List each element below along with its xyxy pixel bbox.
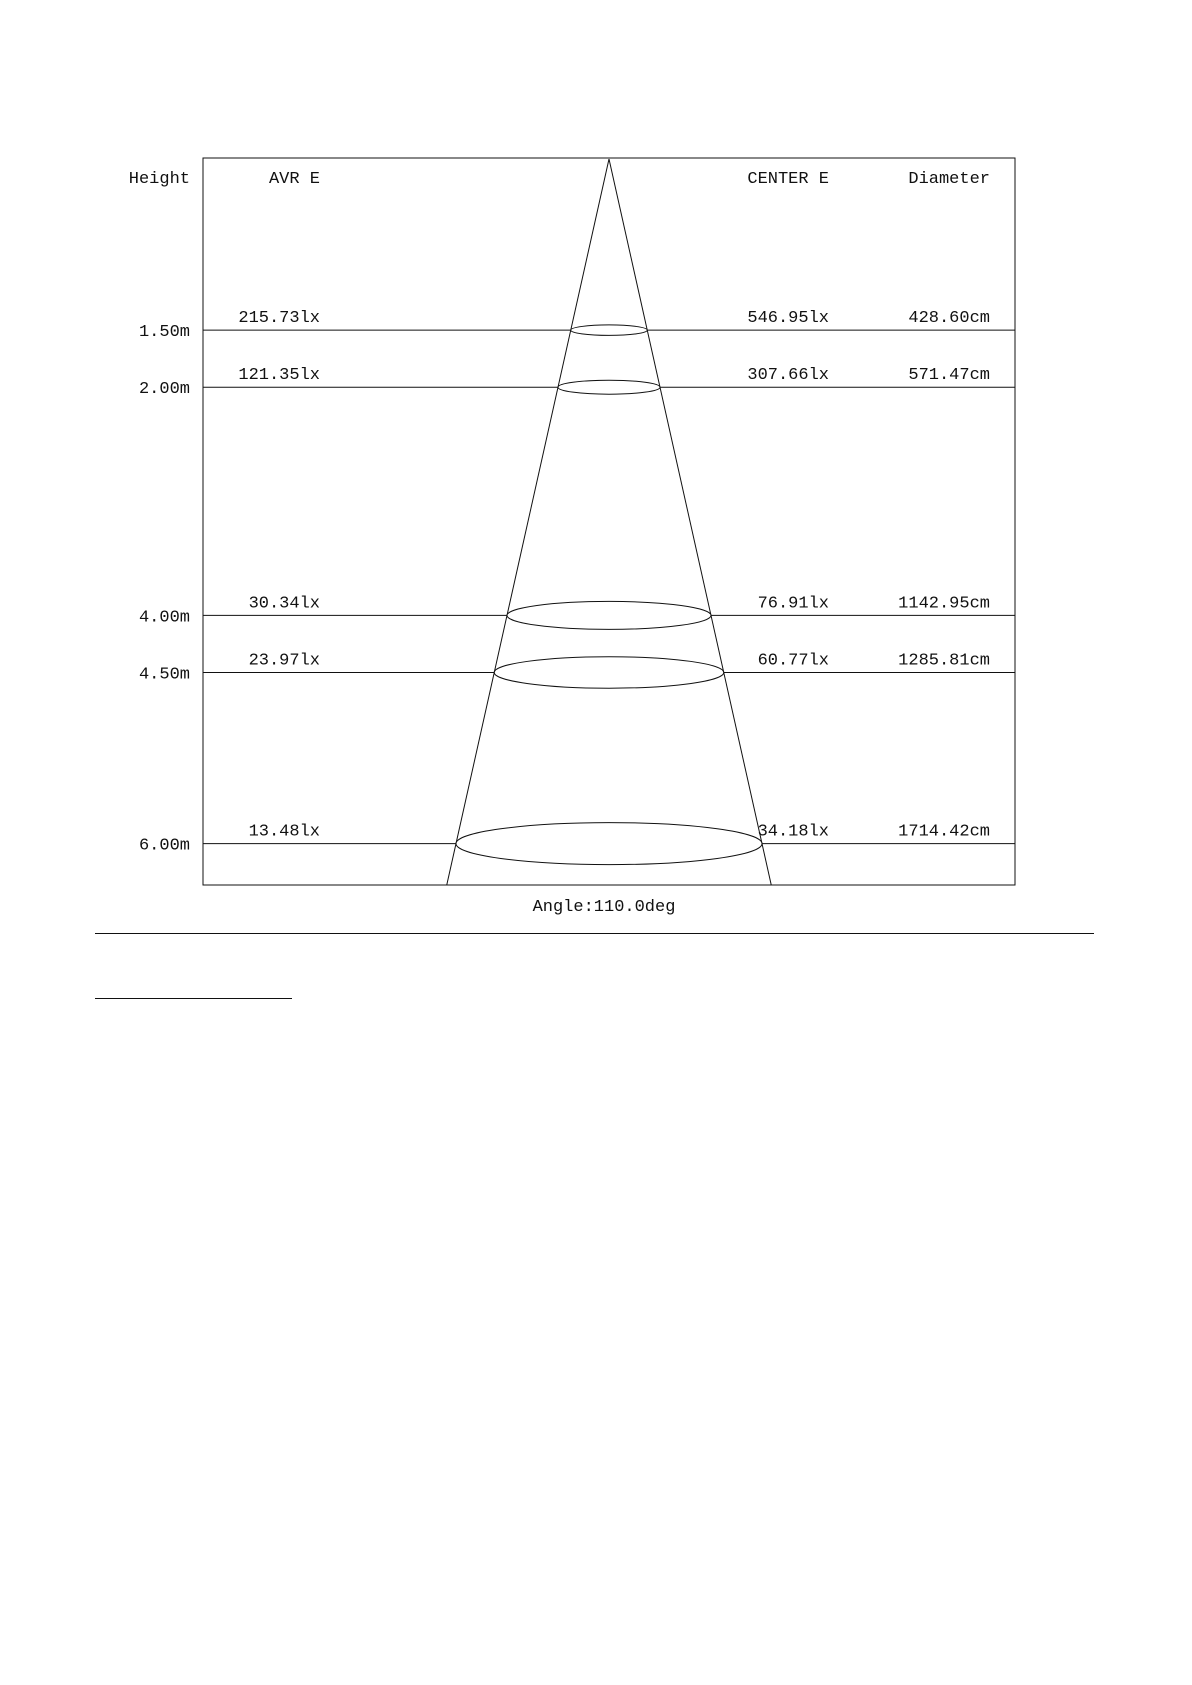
avg-e-value: 121.35lx [238,366,320,386]
short-divider [95,998,292,999]
height-label: 6.00m [138,836,190,856]
center-e-value: 307.66lx [747,366,829,386]
beam-cone [447,159,772,885]
header-center-e: CENTER E [747,170,829,189]
angle-label: Angle:110.0deg [532,898,676,917]
height-label: 2.00m [138,380,190,400]
section-divider [95,933,1094,934]
chart-frame [203,158,1015,885]
height-label: 1.50m [138,323,190,343]
diameter-value: 571.47cm [908,366,990,386]
beam-ellipse [456,823,762,865]
header-diameter: Diameter [908,170,990,189]
beam-ellipse [571,325,648,336]
header-height: Height [128,170,190,189]
center-e-value: 34.18lx [757,822,829,842]
diameter-value: 1285.81cm [898,651,990,671]
height-label: 4.50m [138,665,190,685]
avg-e-value: 23.97lx [248,651,320,671]
height-label: 4.00m [138,608,190,628]
avg-e-value: 13.48lx [248,822,320,842]
beam-ellipse [507,601,711,629]
avg-e-value: 30.34lx [248,594,320,614]
cone-left-edge [447,159,609,885]
center-e-value: 76.91lx [757,594,829,614]
cone-right-edge [609,159,771,885]
header-avg-e: AVR E [268,170,320,189]
avg-e-value: 215.73lx [238,309,320,329]
center-e-value: 546.95lx [747,309,829,329]
diameter-value: 1714.42cm [898,822,990,842]
beam-ellipse [558,380,660,394]
height-levels [139,309,1015,864]
center-e-value: 60.77lx [757,651,829,671]
diameter-value: 428.60cm [908,309,990,329]
beam-ellipse [494,657,724,689]
diameter-value: 1142.95cm [898,594,990,614]
